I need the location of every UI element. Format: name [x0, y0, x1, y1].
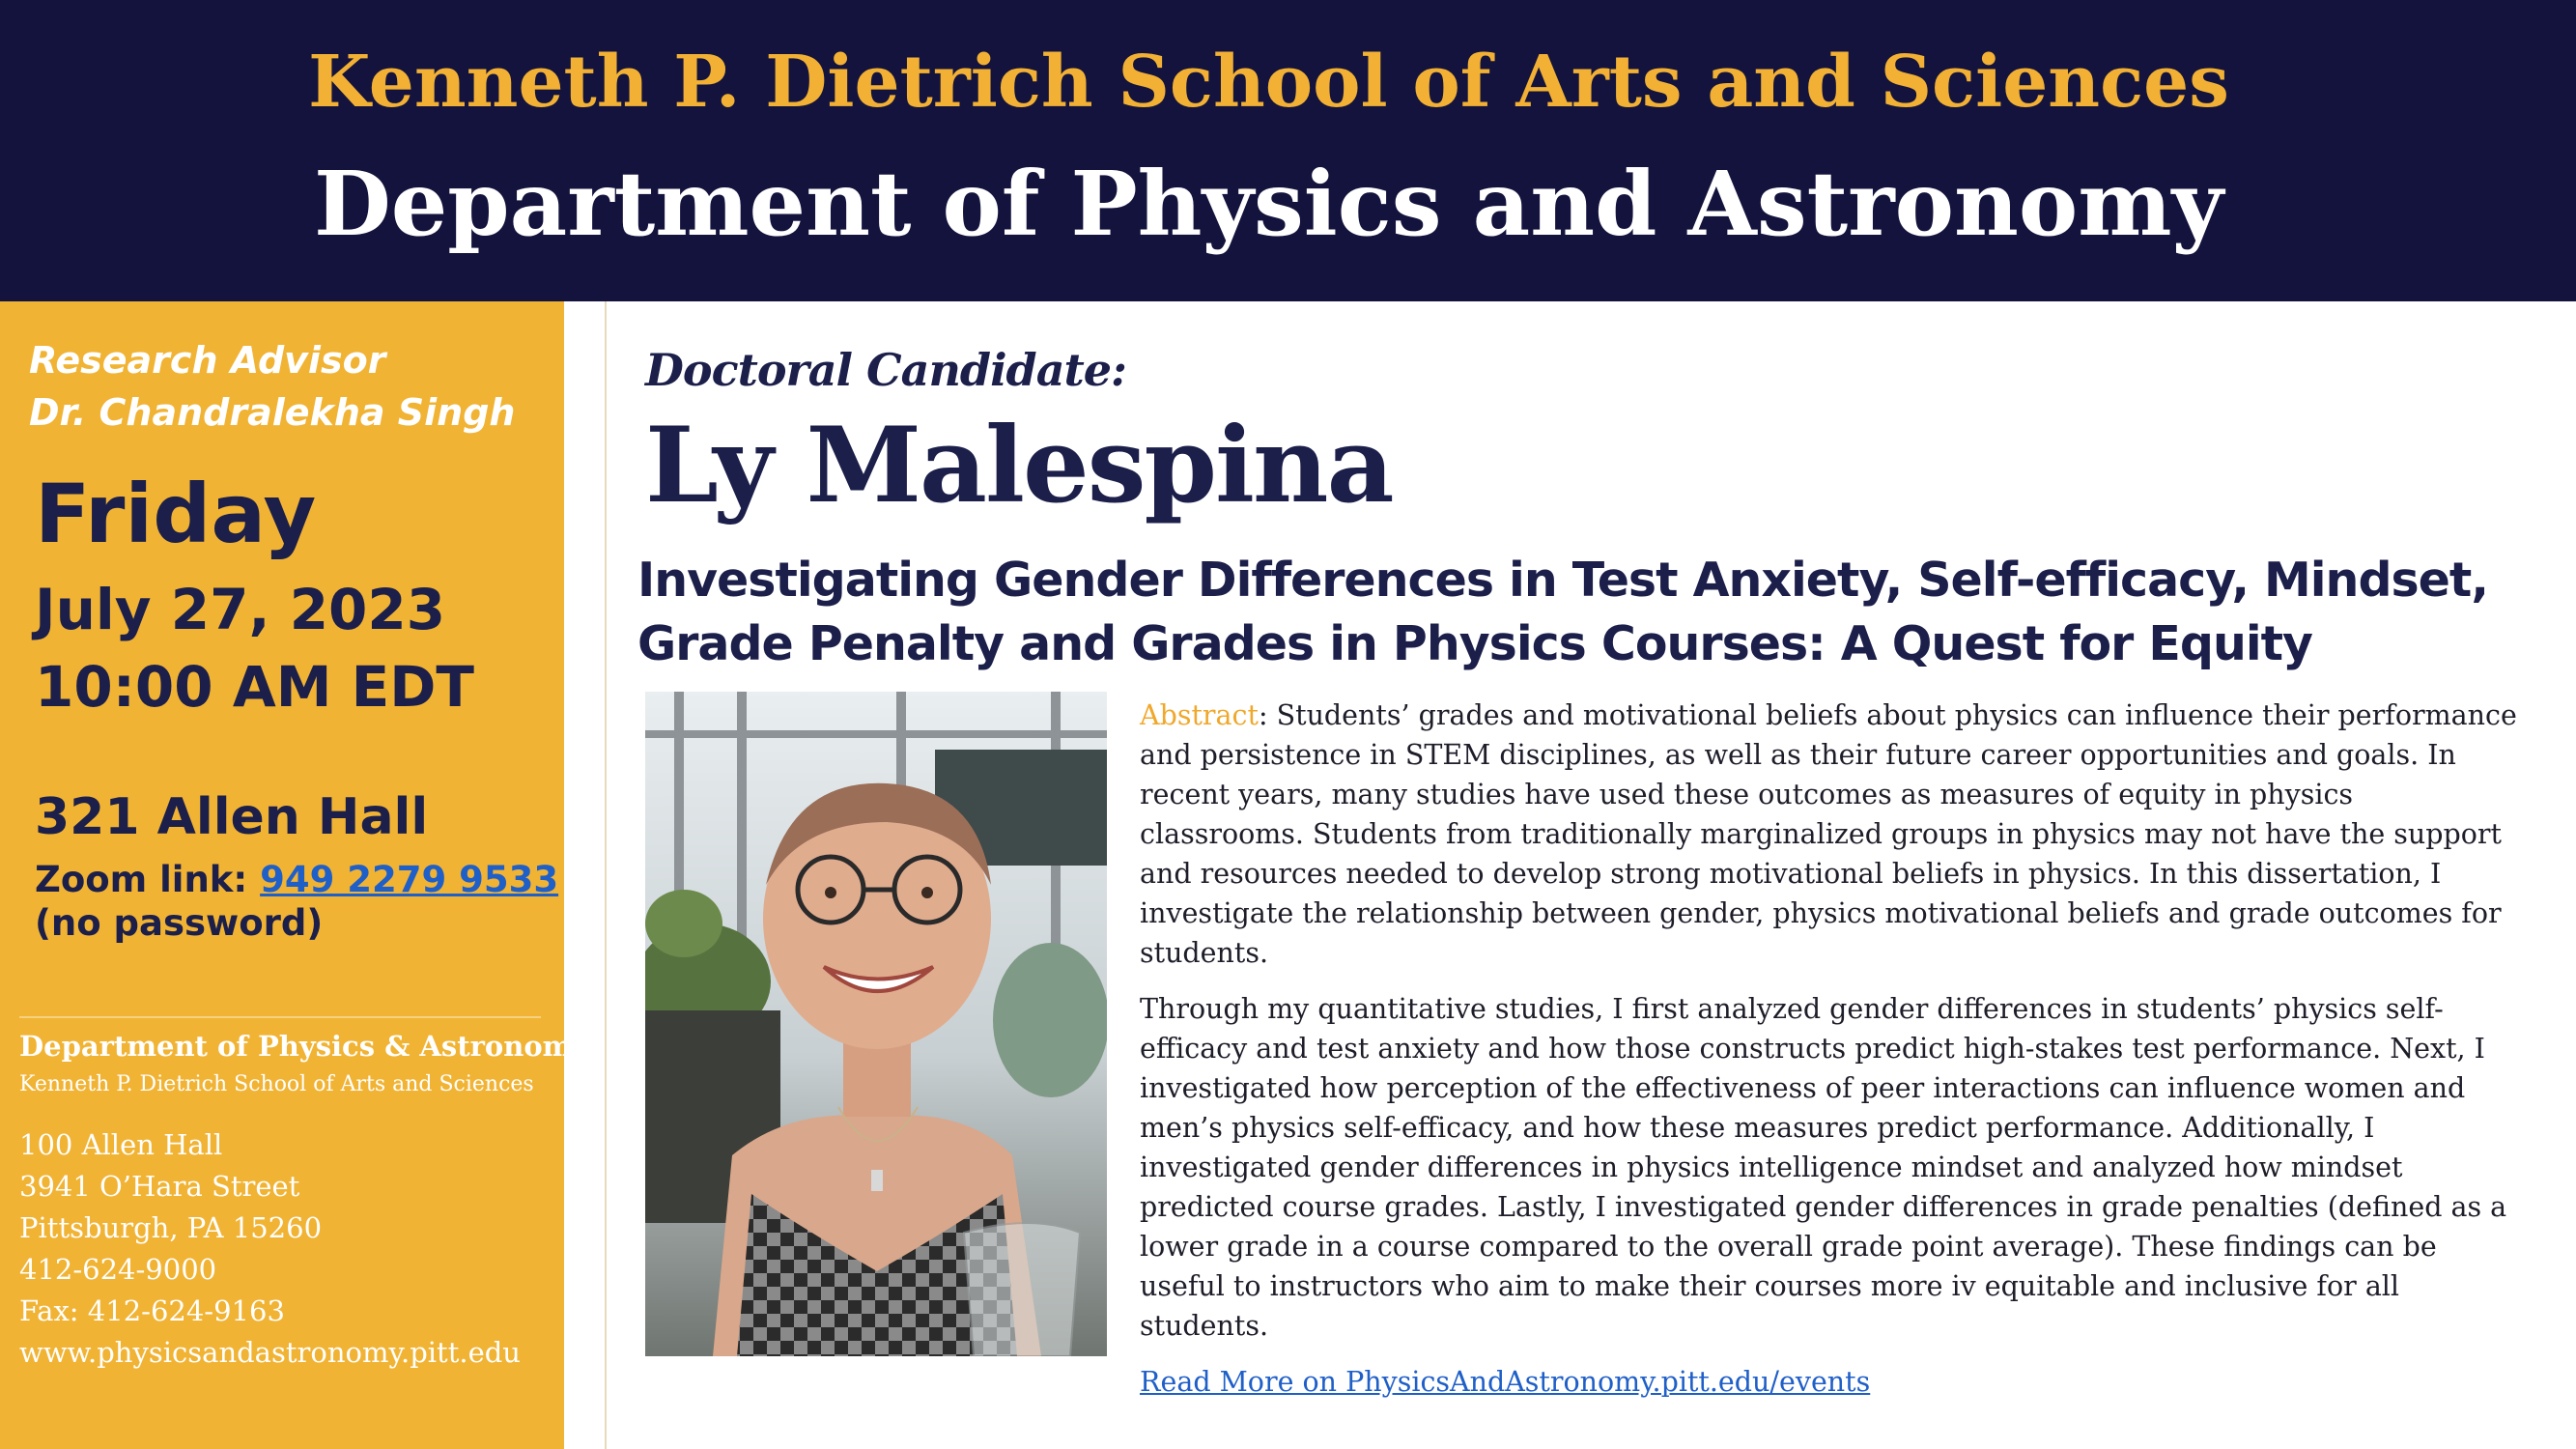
department-name: Department of Physics and Astronomy — [313, 152, 2223, 256]
abstract-section — [1140, 696, 2523, 1402]
abstract-paragraph-1 — [1140, 696, 2523, 973]
contact-address — [19, 1124, 551, 1374]
phone-line: 412-624-9000 — [19, 1253, 217, 1286]
read-more-link[interactable]: Read More on PhysicsAndAstronomy.pitt.edu/events — [1140, 1366, 1871, 1398]
address-line: Pittsburgh, PA 15260 — [19, 1211, 323, 1244]
website-line: www.physicsandastronomy.pitt.edu — [19, 1336, 521, 1369]
event-day: Friday — [35, 467, 317, 561]
candidate-label: Doctoral Candidate: — [645, 344, 1127, 396]
candidate-photo — [645, 692, 1107, 1356]
portrait-illustration — [645, 692, 1107, 1356]
abstract-text-1: : Students’ grades and motivational beliefs about physics can influence their performance and persistence in STEM disciplines, as well as their future career opportunities and goals. In recent years, many studies have used these outcomes as measures of equity in physics classrooms. Students from traditionally marginalized groups in physics may not have the support and resources needed to develop strong motivational beliefs in physics. In this dissertation, I investigate the relationship between gender, physics motivational beliefs and grade outcomes for students. — [1140, 699, 2517, 969]
contact-school: Kenneth P. Dietrich School of Arts and Sciences — [19, 1072, 534, 1096]
advisor-name: Dr. Chandralekha Singh — [29, 391, 516, 434]
header-banner — [0, 0, 2576, 301]
zoom-note: (no password) — [35, 902, 324, 944]
event-sidebar — [0, 301, 589, 1449]
abstract-label: Abstract — [1140, 699, 1259, 731]
zoom-link[interactable]: 949 2279 9533 — [260, 859, 559, 900]
zoom-line — [35, 859, 559, 900]
candidate-name: Ly Malespina — [645, 405, 1393, 526]
school-name: Kenneth P. Dietrich School of Arts and Sciences — [308, 41, 2229, 124]
event-date: July 27, 2023 — [35, 577, 446, 642]
content-divider — [605, 301, 607, 1449]
event-time: 10:00 AM EDT — [35, 654, 474, 720]
advisor-label: Research Advisor — [29, 339, 386, 382]
abstract-paragraph-2: Through my quantitative studies, I first analyzed gender differences in students’ physics self-efficacy and test anxiety and how those constructs predict high-stakes test performance. Next, I investigated how perception of the effectiveness of peer interactions can influence women and men’s physics self-efficacy, and how these measures predict performance. Additionally, I investigated gender differences in physics intelligence mindset and analyzed how mindset predicted course grades. Lastly, I investigated gender differences in grade penalties (defined as a lower grade in a course compared to the overall grade point average). These findings can be useful to instructors who aim to make their courses more iv equitable and inclusive for all students. — [1140, 993, 2507, 1342]
advisor-block — [29, 334, 551, 439]
address-line: 3941 O’Hara Street — [19, 1170, 300, 1203]
sidebar-divider — [19, 1016, 541, 1018]
title-line: Investigating Gender Differences in Test Anxiety, Self-efficacy, Mindset, — [637, 553, 2488, 608]
title-line: Grade Penalty and Grades in Physics Courses: A Quest for Equity — [637, 616, 2312, 671]
fax-line: Fax: 412-624-9163 — [19, 1294, 285, 1327]
zoom-label: Zoom link: — [35, 859, 248, 900]
event-room: 321 Allen Hall — [35, 788, 429, 846]
contact-department: Department of Physics & Astronomy — [19, 1030, 589, 1063]
dissertation-title — [637, 549, 2550, 676]
address-line: 100 Allen Hall — [19, 1128, 223, 1161]
